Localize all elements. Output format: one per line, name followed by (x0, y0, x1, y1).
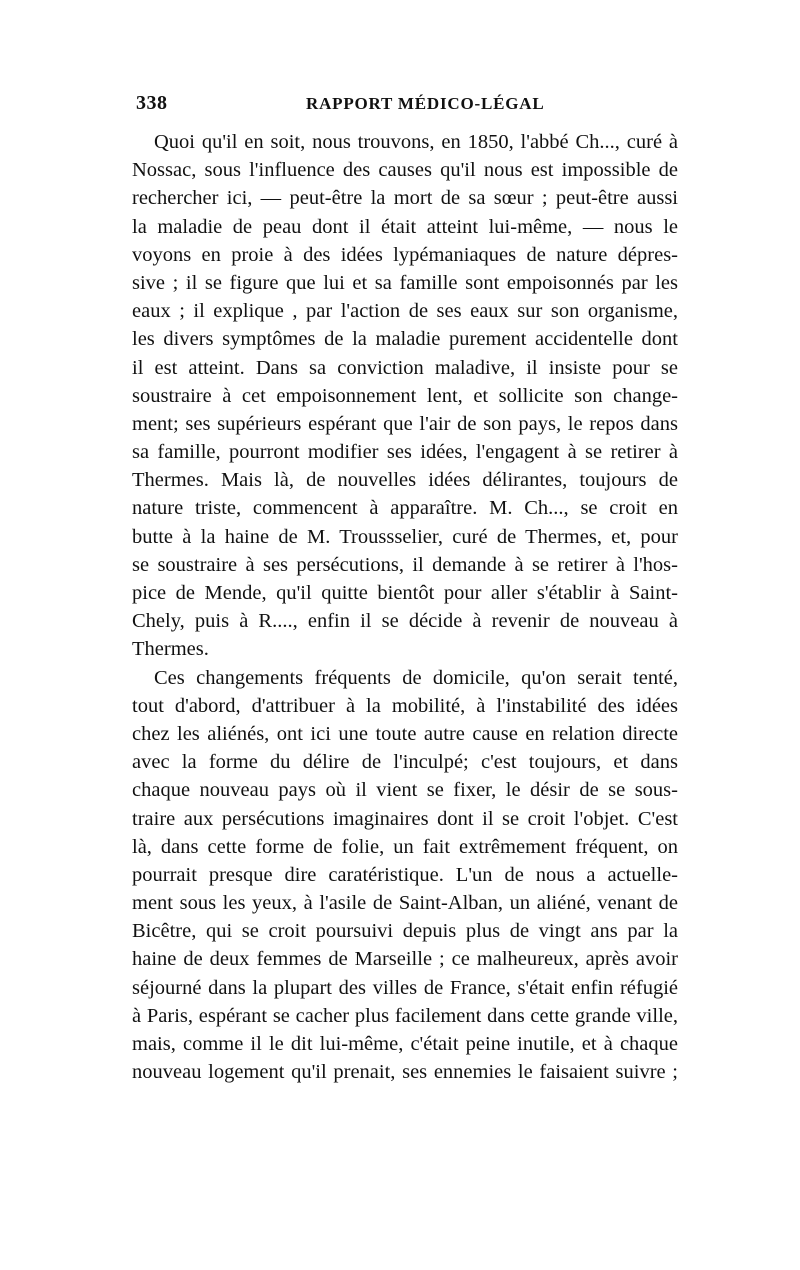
text-line: butte à la haine de M. Troussselier, curé de Thermes, et, pour (132, 525, 678, 548)
text-line: Thermes. Mais là, de nouvelles idées délirantes, toujours de (132, 469, 678, 492)
text-line: traire aux persécutions imaginaires dont il se croit l'objet. C'est (132, 807, 678, 830)
text-line: sive ; il se figure que lui et sa famille sont empoisonnés par les (132, 271, 678, 294)
paragraph (132, 664, 678, 1087)
text-line: eaux ; il explique , par l'action de ses eaux sur son organisme, (132, 300, 678, 323)
text-line: Thermes. (132, 638, 209, 661)
text-line: ment sous les yeux, à l'asile de Saint-Alban, un aliéné, venant de (132, 892, 678, 915)
paragraph (132, 128, 678, 664)
text-line: séjourné dans la plupart des villes de France, s'était enfin réfugié (132, 976, 678, 999)
text-line: nature triste, commencent à apparaître. M. Ch..., se croit en (132, 497, 678, 520)
text-line: pice de Mende, qu'il quitte bientôt pour aller s'établir à Saint- (132, 582, 678, 604)
text-line: sa famille, pourront modifier ses idées, l'engagent à se retirer à (132, 441, 678, 464)
page-number: 338 (136, 92, 168, 114)
text-line: les divers symptômes de la maladie purement accidentelle dont (132, 328, 678, 351)
text-line: avec la forme du délire de l'inculpé; c'est toujours, et dans (132, 751, 678, 774)
body-text (132, 128, 678, 1086)
running-header (136, 92, 674, 120)
text-line: haine de deux femmes de Marseille ; ce malheureux, après avoir (132, 948, 678, 971)
text-line: Bicêtre, qui se croit poursuivi depuis plus de vingt ans par la (132, 920, 678, 943)
text-line: voyons en proie à des idées lypémaniaques de nature dépres- (132, 243, 678, 266)
text-line: Chely, puis à R...., enfin il se décide à revenir de nouveau à (132, 610, 678, 633)
text-line: Ces changements fréquents de domicile, qu'on serait tenté, (154, 666, 678, 689)
text-line: chaque nouveau pays où il vient se fixer, le désir de se sous- (132, 779, 678, 802)
text-line: nouveau logement qu'il prenait, ses ennemies le faisaient suivre ; (132, 1061, 678, 1084)
text-line: il est atteint. Dans sa conviction maladive, il insiste pour se (132, 356, 678, 379)
text-line: se soustraire à ses persécutions, il demande à se retirer à l'hos- (132, 553, 678, 576)
text-line: là, dans cette forme de folie, un fait extrêmement fréquent, on (132, 835, 678, 858)
text-line: soustraire à cet empoisonnement lent, et sollicite son change- (132, 384, 678, 407)
running-title: RAPPORT MÉDICO-LÉGAL (306, 94, 545, 113)
text-line: chez les aliénés, ont ici une toute autre cause en relation directe (132, 722, 678, 745)
text-line: ment; ses supérieurs espérant que l'air de son pays, le repos dans (132, 412, 678, 435)
text-line: Nossac, sous l'influence des causes qu'il nous est impossible de (132, 159, 678, 182)
text-line: mais, comme il le dit lui-même, c'était peine inutile, et à chaque (132, 1033, 678, 1055)
text-line: Quoi qu'il en soit, nous trouvons, en 1850, l'abbé Ch..., curé à (154, 131, 678, 153)
text-line: rechercher ici, — peut-être la mort de sa sœur ; peut-être aussi (132, 187, 678, 210)
text-line: tout d'abord, d'attribuer à la mobilité, à l'instabilité des idées (132, 694, 678, 717)
text-line: à Paris, espérant se cacher plus facilement dans cette grande ville, (132, 1004, 678, 1027)
text-line: la maladie de peau dont il était atteint lui-même, — nous le (132, 215, 678, 238)
text-line: pourrait presque dire caratéristique. L'un de nous a actuelle- (132, 863, 678, 886)
